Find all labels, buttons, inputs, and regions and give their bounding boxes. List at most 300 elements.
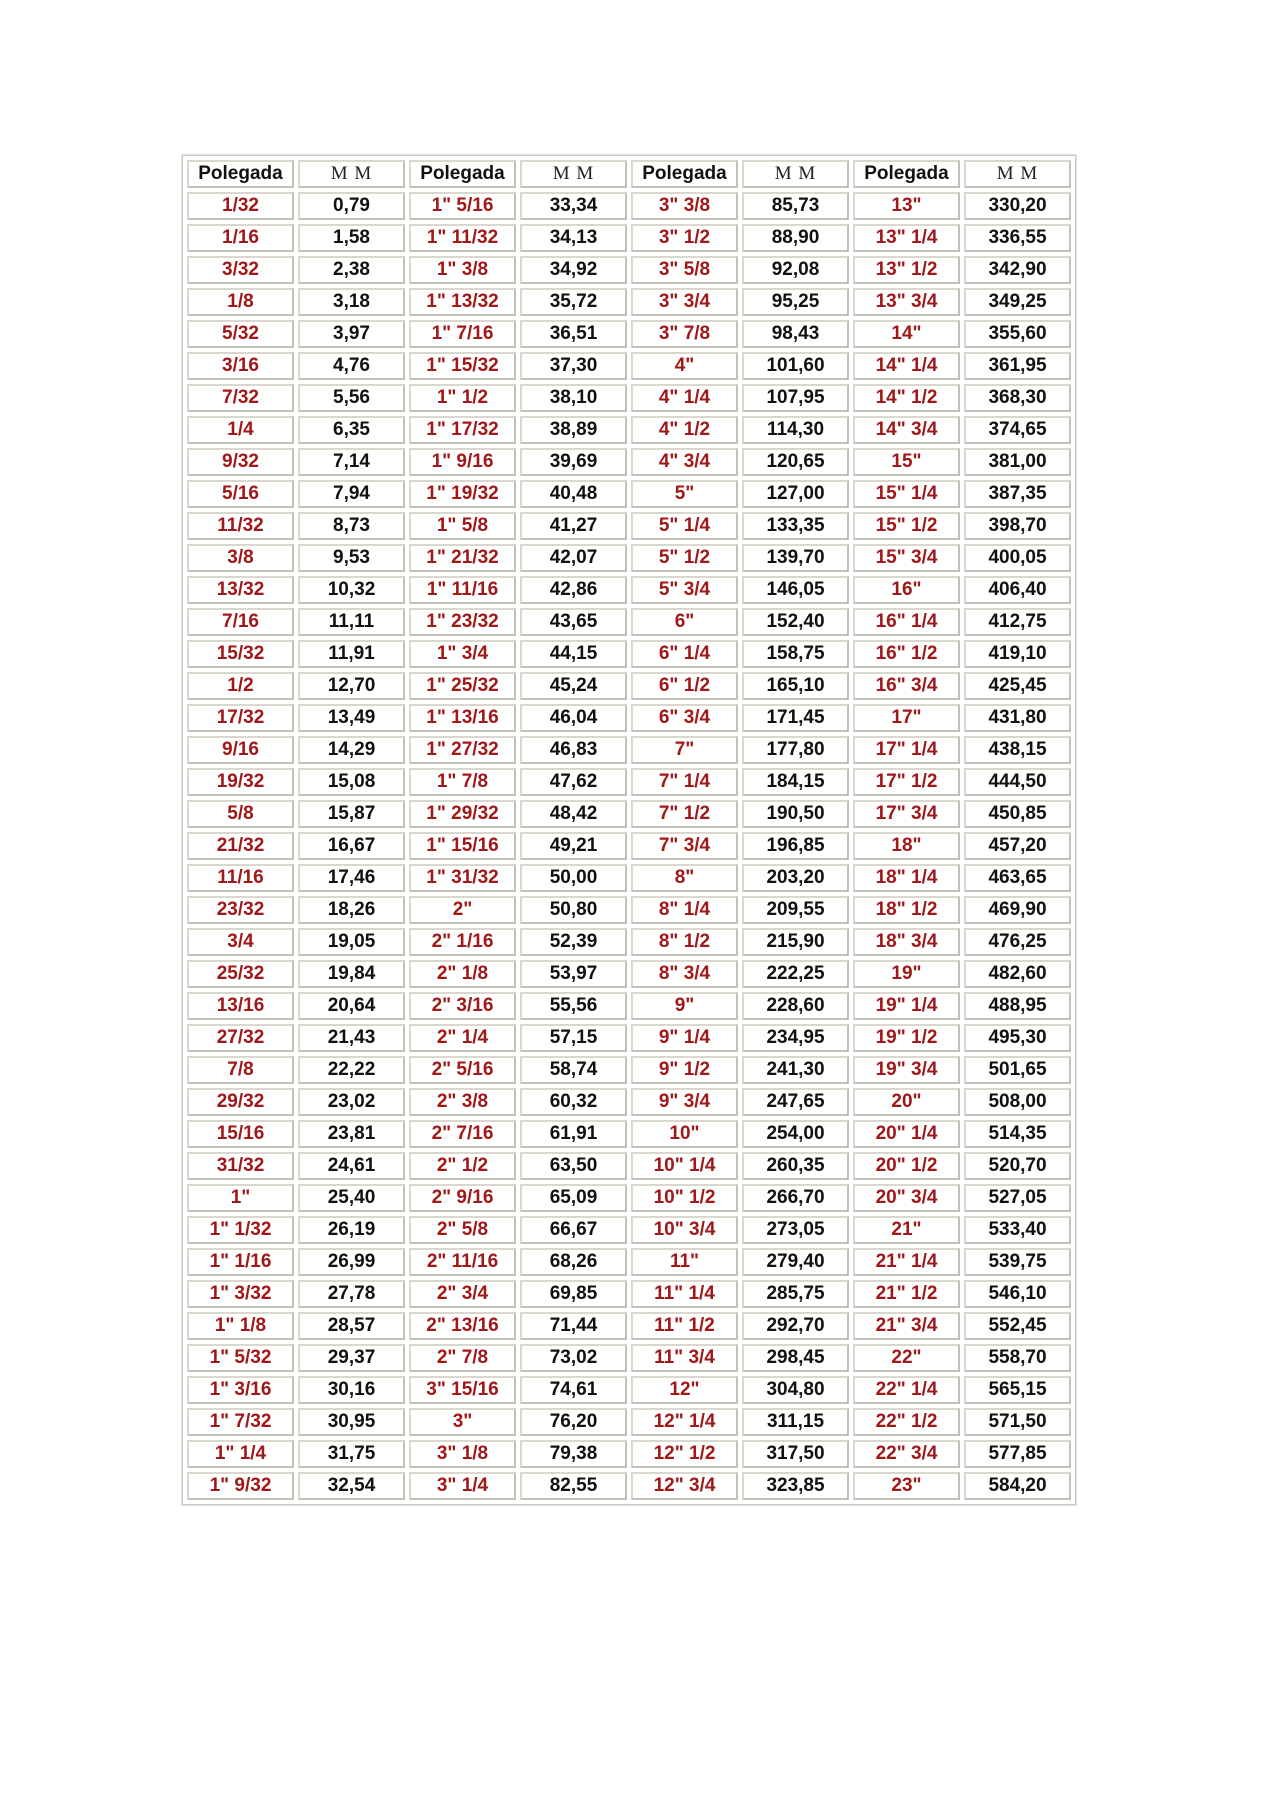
inch-cell: 1" 13/32 bbox=[409, 288, 516, 316]
inch-cell: 12" 3/4 bbox=[631, 1472, 738, 1500]
mm-cell: 8,73 bbox=[298, 512, 405, 540]
mm-cell: 43,65 bbox=[520, 608, 627, 636]
header-mm-2: M M bbox=[520, 160, 627, 188]
inch-cell: 11" 3/4 bbox=[631, 1344, 738, 1372]
table-row bbox=[187, 1088, 1071, 1116]
mm-cell: 13,49 bbox=[298, 704, 405, 732]
mm-cell: 488,95 bbox=[964, 992, 1071, 1020]
mm-cell: 190,50 bbox=[742, 800, 849, 828]
mm-cell: 7,94 bbox=[298, 480, 405, 508]
table-row bbox=[187, 864, 1071, 892]
mm-cell: 38,89 bbox=[520, 416, 627, 444]
header-inch-1: Polegada bbox=[187, 160, 294, 188]
mm-cell: 400,05 bbox=[964, 544, 1071, 572]
inch-cell: 4" 1/4 bbox=[631, 384, 738, 412]
mm-cell: 330,20 bbox=[964, 192, 1071, 220]
inch-cell: 3" 7/8 bbox=[631, 320, 738, 348]
mm-cell: 57,15 bbox=[520, 1024, 627, 1052]
mm-cell: 476,25 bbox=[964, 928, 1071, 956]
mm-cell: 222,25 bbox=[742, 960, 849, 988]
mm-cell: 419,10 bbox=[964, 640, 1071, 668]
mm-cell: 361,95 bbox=[964, 352, 1071, 380]
inch-cell: 1" 1/8 bbox=[187, 1312, 294, 1340]
mm-cell: 34,92 bbox=[520, 256, 627, 284]
mm-cell: 42,07 bbox=[520, 544, 627, 572]
inch-cell: 2" 1/4 bbox=[409, 1024, 516, 1052]
inch-cell: 11/32 bbox=[187, 512, 294, 540]
mm-cell: 22,22 bbox=[298, 1056, 405, 1084]
inch-cell: 6" 1/4 bbox=[631, 640, 738, 668]
inch-cell: 6" 1/2 bbox=[631, 672, 738, 700]
mm-cell: 26,99 bbox=[298, 1248, 405, 1276]
mm-cell: 95,25 bbox=[742, 288, 849, 316]
mm-cell: 463,65 bbox=[964, 864, 1071, 892]
inch-cell: 9" 3/4 bbox=[631, 1088, 738, 1116]
inch-cell: 1" 11/32 bbox=[409, 224, 516, 252]
inch-cell: 12" 1/2 bbox=[631, 1440, 738, 1468]
inch-cell: 19" 3/4 bbox=[853, 1056, 960, 1084]
mm-cell: 30,16 bbox=[298, 1376, 405, 1404]
inch-cell: 8" 1/2 bbox=[631, 928, 738, 956]
mm-cell: 26,19 bbox=[298, 1216, 405, 1244]
table-row bbox=[187, 992, 1071, 1020]
mm-cell: 11,91 bbox=[298, 640, 405, 668]
table-body bbox=[187, 192, 1071, 1500]
mm-cell: 571,50 bbox=[964, 1408, 1071, 1436]
inch-cell: 2" 9/16 bbox=[409, 1184, 516, 1212]
mm-cell: 412,75 bbox=[964, 608, 1071, 636]
inch-cell: 4" 1/2 bbox=[631, 416, 738, 444]
inch-cell: 2" 3/16 bbox=[409, 992, 516, 1020]
mm-cell: 425,45 bbox=[964, 672, 1071, 700]
inch-cell: 1" 19/32 bbox=[409, 480, 516, 508]
mm-cell: 444,50 bbox=[964, 768, 1071, 796]
inch-cell: 7/16 bbox=[187, 608, 294, 636]
mm-cell: 165,10 bbox=[742, 672, 849, 700]
table-row bbox=[187, 1344, 1071, 1372]
inch-cell: 3/4 bbox=[187, 928, 294, 956]
mm-cell: 381,00 bbox=[964, 448, 1071, 476]
inch-cell: 2" 13/16 bbox=[409, 1312, 516, 1340]
mm-cell: 98,43 bbox=[742, 320, 849, 348]
inch-cell: 13" 1/4 bbox=[853, 224, 960, 252]
mm-cell: 184,15 bbox=[742, 768, 849, 796]
mm-cell: 133,35 bbox=[742, 512, 849, 540]
inch-cell: 3" 3/4 bbox=[631, 288, 738, 316]
inch-cell: 1" 7/8 bbox=[409, 768, 516, 796]
inch-cell: 1" 15/16 bbox=[409, 832, 516, 860]
mm-cell: 48,42 bbox=[520, 800, 627, 828]
table-row bbox=[187, 416, 1071, 444]
mm-cell: 46,83 bbox=[520, 736, 627, 764]
mm-cell: 47,62 bbox=[520, 768, 627, 796]
inch-cell: 1" 3/32 bbox=[187, 1280, 294, 1308]
inch-cell: 21" 1/4 bbox=[853, 1248, 960, 1276]
inch-cell: 9" bbox=[631, 992, 738, 1020]
inch-cell: 20" 3/4 bbox=[853, 1184, 960, 1212]
inch-cell: 18" 1/4 bbox=[853, 864, 960, 892]
inch-cell: 1" 21/32 bbox=[409, 544, 516, 572]
mm-cell: 53,97 bbox=[520, 960, 627, 988]
inch-cell: 3" 1/2 bbox=[631, 224, 738, 252]
mm-cell: 41,27 bbox=[520, 512, 627, 540]
table-row bbox=[187, 512, 1071, 540]
mm-cell: 92,08 bbox=[742, 256, 849, 284]
mm-cell: 85,73 bbox=[742, 192, 849, 220]
inch-cell: 15" 1/2 bbox=[853, 512, 960, 540]
inch-cell: 20" bbox=[853, 1088, 960, 1116]
mm-cell: 66,67 bbox=[520, 1216, 627, 1244]
inch-cell: 15" 3/4 bbox=[853, 544, 960, 572]
mm-cell: 19,05 bbox=[298, 928, 405, 956]
inch-cell: 21" 1/2 bbox=[853, 1280, 960, 1308]
table-row bbox=[187, 352, 1071, 380]
table-row bbox=[187, 1472, 1071, 1500]
inch-cell: 6" bbox=[631, 608, 738, 636]
inch-cell: 16" 3/4 bbox=[853, 672, 960, 700]
inch-cell: 3/32 bbox=[187, 256, 294, 284]
inch-cell: 13" bbox=[853, 192, 960, 220]
mm-cell: 228,60 bbox=[742, 992, 849, 1020]
inch-cell: 1" bbox=[187, 1184, 294, 1212]
inch-cell: 1" 7/32 bbox=[187, 1408, 294, 1436]
mm-cell: 76,20 bbox=[520, 1408, 627, 1436]
table-row bbox=[187, 640, 1071, 668]
table-row bbox=[187, 896, 1071, 924]
header-mm-4: M M bbox=[964, 160, 1071, 188]
mm-cell: 387,35 bbox=[964, 480, 1071, 508]
inch-cell: 22" 1/4 bbox=[853, 1376, 960, 1404]
inch-cell: 11" 1/4 bbox=[631, 1280, 738, 1308]
inch-cell: 21/32 bbox=[187, 832, 294, 860]
mm-cell: 61,91 bbox=[520, 1120, 627, 1148]
mm-cell: 254,00 bbox=[742, 1120, 849, 1148]
mm-cell: 158,75 bbox=[742, 640, 849, 668]
inch-cell: 1" 1/2 bbox=[409, 384, 516, 412]
mm-cell: 584,20 bbox=[964, 1472, 1071, 1500]
mm-cell: 65,09 bbox=[520, 1184, 627, 1212]
mm-cell: 33,34 bbox=[520, 192, 627, 220]
inch-cell: 9" 1/2 bbox=[631, 1056, 738, 1084]
inch-cell: 19" 1/2 bbox=[853, 1024, 960, 1052]
inch-cell: 9/16 bbox=[187, 736, 294, 764]
inch-cell: 18" 3/4 bbox=[853, 928, 960, 956]
inch-cell: 19" 1/4 bbox=[853, 992, 960, 1020]
mm-cell: 19,84 bbox=[298, 960, 405, 988]
inch-cell: 3/8 bbox=[187, 544, 294, 572]
table-row bbox=[187, 1280, 1071, 1308]
mm-cell: 273,05 bbox=[742, 1216, 849, 1244]
inch-cell: 1" 3/16 bbox=[187, 1376, 294, 1404]
mm-cell: 304,80 bbox=[742, 1376, 849, 1404]
inch-cell: 2" 3/4 bbox=[409, 1280, 516, 1308]
inch-cell: 21" bbox=[853, 1216, 960, 1244]
inch-cell: 6" 3/4 bbox=[631, 704, 738, 732]
inch-cell: 8" bbox=[631, 864, 738, 892]
mm-cell: 469,90 bbox=[964, 896, 1071, 924]
inch-cell: 10" 1/4 bbox=[631, 1152, 738, 1180]
inch-cell: 1" 5/32 bbox=[187, 1344, 294, 1372]
mm-cell: 457,20 bbox=[964, 832, 1071, 860]
inch-cell: 9" 1/4 bbox=[631, 1024, 738, 1052]
inch-cell: 15/16 bbox=[187, 1120, 294, 1148]
mm-cell: 28,57 bbox=[298, 1312, 405, 1340]
table-row bbox=[187, 480, 1071, 508]
inch-cell: 23/32 bbox=[187, 896, 294, 924]
mm-cell: 546,10 bbox=[964, 1280, 1071, 1308]
inch-cell: 3" 3/8 bbox=[631, 192, 738, 220]
inch-cell: 8" 3/4 bbox=[631, 960, 738, 988]
mm-cell: 15,87 bbox=[298, 800, 405, 828]
table-row bbox=[187, 448, 1071, 476]
inch-cell: 1" 5/8 bbox=[409, 512, 516, 540]
mm-cell: 20,64 bbox=[298, 992, 405, 1020]
inch-cell: 13" 3/4 bbox=[853, 288, 960, 316]
mm-cell: 527,05 bbox=[964, 1184, 1071, 1212]
mm-cell: 101,60 bbox=[742, 352, 849, 380]
inch-cell: 1" 1/32 bbox=[187, 1216, 294, 1244]
mm-cell: 552,45 bbox=[964, 1312, 1071, 1340]
mm-cell: 88,90 bbox=[742, 224, 849, 252]
table-row bbox=[187, 384, 1071, 412]
inch-cell: 1" 11/16 bbox=[409, 576, 516, 604]
table-row bbox=[187, 224, 1071, 252]
mm-cell: 342,90 bbox=[964, 256, 1071, 284]
table-row bbox=[187, 192, 1071, 220]
mm-cell: 4,76 bbox=[298, 352, 405, 380]
inch-cell: 1" 9/16 bbox=[409, 448, 516, 476]
inch-cell: 1" 13/16 bbox=[409, 704, 516, 732]
header-inch-3: Polegada bbox=[631, 160, 738, 188]
inch-cell: 1" 7/16 bbox=[409, 320, 516, 348]
mm-cell: 209,55 bbox=[742, 896, 849, 924]
mm-cell: 74,61 bbox=[520, 1376, 627, 1404]
inch-cell: 19/32 bbox=[187, 768, 294, 796]
table-row bbox=[187, 1312, 1071, 1340]
mm-cell: 31,75 bbox=[298, 1440, 405, 1468]
inch-cell: 1/32 bbox=[187, 192, 294, 220]
mm-cell: 577,85 bbox=[964, 1440, 1071, 1468]
inch-cell: 1" 27/32 bbox=[409, 736, 516, 764]
table-row bbox=[187, 320, 1071, 348]
inch-cell: 22" bbox=[853, 1344, 960, 1372]
inch-cell: 17" bbox=[853, 704, 960, 732]
inch-cell: 10" 3/4 bbox=[631, 1216, 738, 1244]
inch-cell: 11" 1/2 bbox=[631, 1312, 738, 1340]
mm-cell: 9,53 bbox=[298, 544, 405, 572]
table-row bbox=[187, 288, 1071, 316]
inch-cell: 27/32 bbox=[187, 1024, 294, 1052]
table-row bbox=[187, 704, 1071, 732]
inch-cell: 3/16 bbox=[187, 352, 294, 380]
mm-cell: 35,72 bbox=[520, 288, 627, 316]
mm-cell: 501,65 bbox=[964, 1056, 1071, 1084]
mm-cell: 12,70 bbox=[298, 672, 405, 700]
inch-cell: 3" 1/4 bbox=[409, 1472, 516, 1500]
table-row bbox=[187, 1152, 1071, 1180]
inch-cell: 7/8 bbox=[187, 1056, 294, 1084]
inch-cell: 17" 1/2 bbox=[853, 768, 960, 796]
inch-cell: 1/2 bbox=[187, 672, 294, 700]
inch-cell: 13/16 bbox=[187, 992, 294, 1020]
inch-cell: 23" bbox=[853, 1472, 960, 1500]
inch-cell: 15" 1/4 bbox=[853, 480, 960, 508]
mm-cell: 127,00 bbox=[742, 480, 849, 508]
inch-cell: 10" 1/2 bbox=[631, 1184, 738, 1212]
inch-cell: 1/16 bbox=[187, 224, 294, 252]
mm-cell: 14,29 bbox=[298, 736, 405, 764]
mm-cell: 171,45 bbox=[742, 704, 849, 732]
inch-cell: 14" 3/4 bbox=[853, 416, 960, 444]
mm-cell: 438,15 bbox=[964, 736, 1071, 764]
inch-cell: 16" 1/2 bbox=[853, 640, 960, 668]
inch-cell: 14" bbox=[853, 320, 960, 348]
inch-cell: 7" 1/4 bbox=[631, 768, 738, 796]
inch-cell: 11" bbox=[631, 1248, 738, 1276]
mm-cell: 539,75 bbox=[964, 1248, 1071, 1276]
inch-cell: 5" 1/4 bbox=[631, 512, 738, 540]
mm-cell: 69,85 bbox=[520, 1280, 627, 1308]
mm-cell: 2,38 bbox=[298, 256, 405, 284]
mm-cell: 450,85 bbox=[964, 800, 1071, 828]
mm-cell: 398,70 bbox=[964, 512, 1071, 540]
inch-cell: 2" 1/2 bbox=[409, 1152, 516, 1180]
inch-cell: 15/32 bbox=[187, 640, 294, 668]
mm-cell: 23,81 bbox=[298, 1120, 405, 1148]
table-row bbox=[187, 576, 1071, 604]
mm-cell: 50,00 bbox=[520, 864, 627, 892]
mm-cell: 298,45 bbox=[742, 1344, 849, 1372]
mm-cell: 49,21 bbox=[520, 832, 627, 860]
mm-cell: 349,25 bbox=[964, 288, 1071, 316]
mm-cell: 82,55 bbox=[520, 1472, 627, 1500]
mm-cell: 196,85 bbox=[742, 832, 849, 860]
inch-cell: 17/32 bbox=[187, 704, 294, 732]
mm-cell: 58,74 bbox=[520, 1056, 627, 1084]
mm-cell: 279,40 bbox=[742, 1248, 849, 1276]
inch-cell: 2" 5/8 bbox=[409, 1216, 516, 1244]
inch-cell: 16" 1/4 bbox=[853, 608, 960, 636]
inch-cell: 2" 3/8 bbox=[409, 1088, 516, 1116]
table-row bbox=[187, 1056, 1071, 1084]
mm-cell: 16,67 bbox=[298, 832, 405, 860]
inch-cell: 2" 1/8 bbox=[409, 960, 516, 988]
mm-cell: 139,70 bbox=[742, 544, 849, 572]
inch-cell: 3" 5/8 bbox=[631, 256, 738, 284]
mm-cell: 558,70 bbox=[964, 1344, 1071, 1372]
inch-cell: 11/16 bbox=[187, 864, 294, 892]
inch-cell: 5" bbox=[631, 480, 738, 508]
table-row bbox=[187, 768, 1071, 796]
inch-cell: 5/32 bbox=[187, 320, 294, 348]
inch-cell: 14" 1/2 bbox=[853, 384, 960, 412]
mm-cell: 1,58 bbox=[298, 224, 405, 252]
inch-cell: 8" 1/4 bbox=[631, 896, 738, 924]
table-row bbox=[187, 256, 1071, 284]
inch-cell: 3" 15/16 bbox=[409, 1376, 516, 1404]
table-row bbox=[187, 1120, 1071, 1148]
table-header-row bbox=[187, 160, 1071, 188]
mm-cell: 44,15 bbox=[520, 640, 627, 668]
table-row bbox=[187, 832, 1071, 860]
mm-cell: 374,65 bbox=[964, 416, 1071, 444]
mm-cell: 215,90 bbox=[742, 928, 849, 956]
inch-cell: 5" 3/4 bbox=[631, 576, 738, 604]
mm-cell: 323,85 bbox=[742, 1472, 849, 1500]
mm-cell: 565,15 bbox=[964, 1376, 1071, 1404]
mm-cell: 203,20 bbox=[742, 864, 849, 892]
table-row bbox=[187, 1184, 1071, 1212]
inch-cell: 9/32 bbox=[187, 448, 294, 476]
inch-cell: 17" 3/4 bbox=[853, 800, 960, 828]
inch-cell: 1" 1/16 bbox=[187, 1248, 294, 1276]
mm-cell: 355,60 bbox=[964, 320, 1071, 348]
mm-cell: 21,43 bbox=[298, 1024, 405, 1052]
inch-cell: 29/32 bbox=[187, 1088, 294, 1116]
table-row bbox=[187, 1408, 1071, 1436]
mm-cell: 29,37 bbox=[298, 1344, 405, 1372]
mm-cell: 10,32 bbox=[298, 576, 405, 604]
mm-cell: 107,95 bbox=[742, 384, 849, 412]
inch-cell: 2" 7/16 bbox=[409, 1120, 516, 1148]
header-mm-3: M M bbox=[742, 160, 849, 188]
inch-cell: 15" bbox=[853, 448, 960, 476]
mm-cell: 79,38 bbox=[520, 1440, 627, 1468]
mm-cell: 23,02 bbox=[298, 1088, 405, 1116]
mm-cell: 25,40 bbox=[298, 1184, 405, 1212]
table-row bbox=[187, 608, 1071, 636]
mm-cell: 60,32 bbox=[520, 1088, 627, 1116]
inch-cell: 17" 1/4 bbox=[853, 736, 960, 764]
mm-cell: 520,70 bbox=[964, 1152, 1071, 1180]
mm-cell: 514,35 bbox=[964, 1120, 1071, 1148]
inch-cell: 1" 1/4 bbox=[187, 1440, 294, 1468]
inch-cell: 1" 23/32 bbox=[409, 608, 516, 636]
inch-cell: 1" 9/32 bbox=[187, 1472, 294, 1500]
mm-cell: 24,61 bbox=[298, 1152, 405, 1180]
table-row bbox=[187, 736, 1071, 764]
mm-cell: 368,30 bbox=[964, 384, 1071, 412]
mm-cell: 71,44 bbox=[520, 1312, 627, 1340]
mm-cell: 45,24 bbox=[520, 672, 627, 700]
mm-cell: 260,35 bbox=[742, 1152, 849, 1180]
table-row bbox=[187, 1376, 1071, 1404]
mm-cell: 55,56 bbox=[520, 992, 627, 1020]
mm-cell: 114,30 bbox=[742, 416, 849, 444]
mm-cell: 146,05 bbox=[742, 576, 849, 604]
inch-cell: 7" 3/4 bbox=[631, 832, 738, 860]
inch-cell: 5" 1/2 bbox=[631, 544, 738, 572]
table-row bbox=[187, 544, 1071, 572]
inch-cell: 3" 1/8 bbox=[409, 1440, 516, 1468]
inch-cell: 1" 17/32 bbox=[409, 416, 516, 444]
inch-cell: 18" bbox=[853, 832, 960, 860]
inch-cell: 19" bbox=[853, 960, 960, 988]
mm-cell: 508,00 bbox=[964, 1088, 1071, 1116]
inch-cell: 13/32 bbox=[187, 576, 294, 604]
inch-cell: 2" 7/8 bbox=[409, 1344, 516, 1372]
mm-cell: 73,02 bbox=[520, 1344, 627, 1372]
inch-cell: 4" 3/4 bbox=[631, 448, 738, 476]
mm-cell: 50,80 bbox=[520, 896, 627, 924]
mm-cell: 6,35 bbox=[298, 416, 405, 444]
inch-cell: 5/8 bbox=[187, 800, 294, 828]
mm-cell: 63,50 bbox=[520, 1152, 627, 1180]
mm-cell: 38,10 bbox=[520, 384, 627, 412]
conversion-table-container bbox=[182, 155, 1076, 1505]
inch-cell: 13" 1/2 bbox=[853, 256, 960, 284]
mm-cell: 17,46 bbox=[298, 864, 405, 892]
